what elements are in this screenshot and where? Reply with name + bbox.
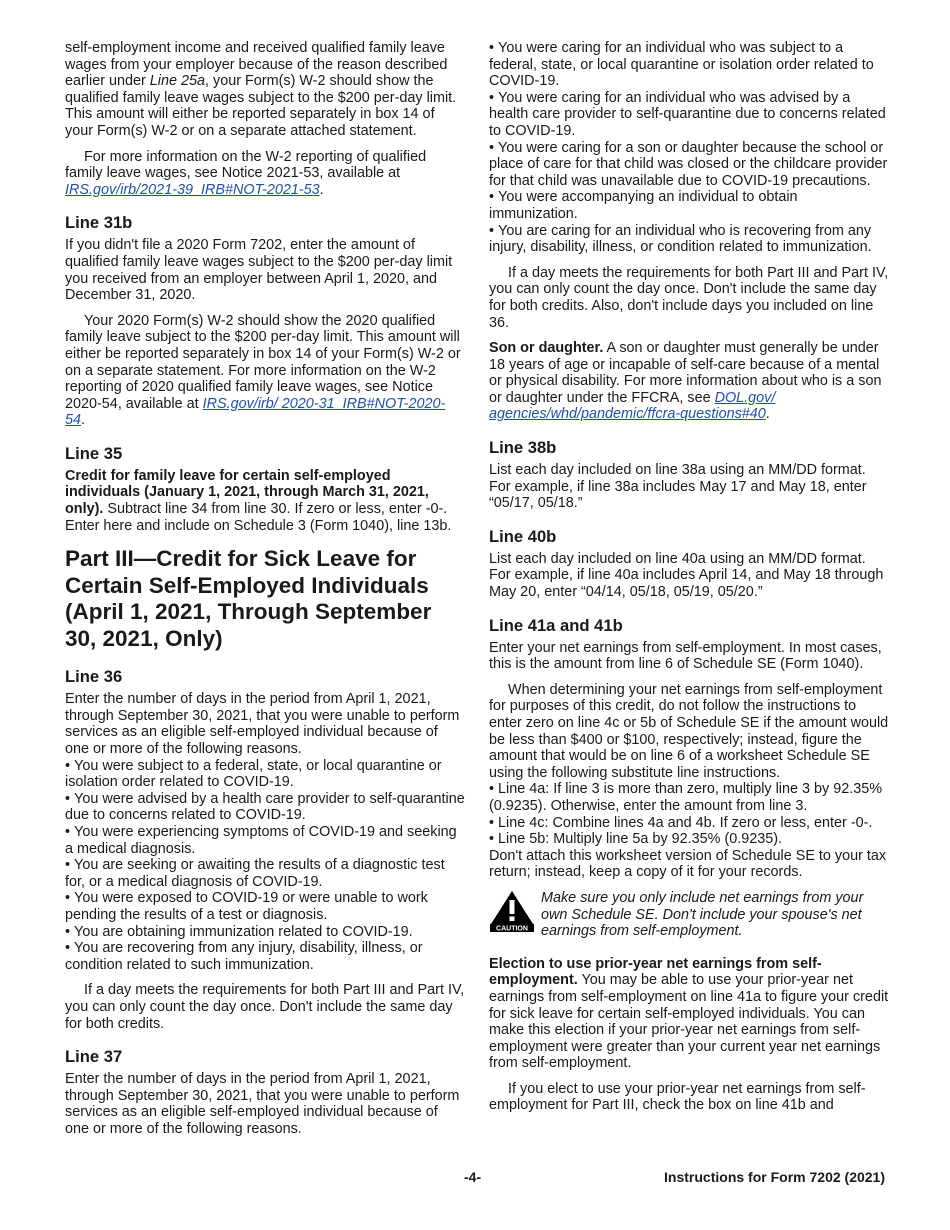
- caution-icon: [489, 890, 535, 932]
- page-footer: [65, 1169, 885, 1189]
- paragraph-line-41-net-earnings: When determining your net earnings from self-employment for purposes of this credit, do not follow the instructions to enter zero on line 4c or 5b of Schedule SE if the amount would be less than $400 or $100, respectively; instead, figure the amount that would be on line 6 of a worksheet Schedule SE using the following substitute line instructions.: [489, 681, 889, 781]
- paragraph-election-check-box: If you elect to use your prior-year net earnings from self-employment for Part III, check the box on line 41b and: [489, 1080, 866, 1114]
- page-number: -4-: [464, 1169, 482, 1185]
- list-item: • You were subject to a federal, state, or local quarantine or isolation order related to COVID-19.: [65, 758, 465, 791]
- list-item: • You were exposed to COVID-19 or were unable to work pending the results of a test or diagnosis.: [65, 890, 465, 923]
- list-item: • You were accompanying an individual to obtain immunization.: [489, 189, 889, 222]
- paragraph-line-36: Enter the number of days in the period from April 1, 2021, through September 30, 2021, that you were unable to perform services as an eligible self-employed individual because of one or more of the following reasons.: [65, 691, 460, 758]
- paragraph-line-40b: List each day included on line 40a using an MM/DD format. For example, if line 40a includes April 14, and May 18 through May 20, enter “04/14, 05/18, 05/19, 05/20.”: [489, 550, 884, 601]
- left-column: [65, 40, 465, 1147]
- list-item: • Line 4a: If line 3 is more than zero, multiply line 3 by 92.35% (0.9235). Otherwise, enter the amount from line 3.: [489, 781, 889, 814]
- list-item: • You are recovering from any injury, disability, illness, or condition related to such immunization.: [65, 940, 465, 973]
- link-dol-ffcra[interactable]: DOL.gov/ agencies/whd/pandemic/ffcra-questions#40: [489, 389, 776, 423]
- list-item: • You are seeking or awaiting the results of a diagnostic test for, or a medical diagnosis of COVID-19.: [65, 857, 465, 890]
- heading-line-37: Line 37: [65, 1047, 123, 1067]
- list-item: • You were advised by a health care provider to self-quarantine due to concerns related to COVID-19.: [65, 791, 465, 824]
- paragraph-line-36-part-iv: If a day meets the requirements for both Part III and Part IV, you can only count the day once. Don't include the same day for both credits.: [65, 982, 465, 1032]
- heading-part-iii: Part III—Credit for Sick Leave for Certain Self-Employed Individuals (April 1, 2021, Through September 30, 2021, Only): [65, 546, 432, 651]
- list-line-37-reasons: [489, 40, 889, 256]
- paragraph-line-35: Credit for family leave for certain self-employed individuals (January 1, 2021, through March 31, 2021, only). Subtract line 34 from line 30. If zero or less, enter -0-. Enter here and include on Schedule 3 (Form 1040), line 13b.: [65, 467, 452, 534]
- list-item: • You were caring for an individual who was advised by a health care provider to self-quarantine due to concerns related to COVID-19.: [489, 90, 889, 140]
- link-notice-2021-53[interactable]: IRS.gov/irb/2021-39_IRB#NOT-2021-53: [65, 181, 320, 198]
- paragraph-line-38b: List each day included on line 38a using an MM/DD format. For example, if line 38a includes May 17 and May 18, enter “05/17, 05/18.”: [489, 462, 867, 512]
- list-substitute-lines: [489, 781, 889, 847]
- link-notice-2020-54[interactable]: IRS.gov/irb/ 2020-31_IRB#NOT-2020-54: [65, 395, 446, 429]
- paragraph-line-31b-w2: Your 2020 Form(s) W-2 should show the 2020 qualified family leave subject to the $200 per-day limit. This amount will either be reported separately in box 14 of your Form(s) W-2 or on a separate statement. For more information on the W-2 reporting of 2020 qualified family leave wages, see Notice 2020-54, available at IRS.gov/irb/ 2020-31_IRB#NOT-2020-54.: [65, 312, 461, 429]
- heading-line-40b: Line 40b: [489, 526, 557, 546]
- list-line-36-reasons: [65, 758, 465, 974]
- list-item: • Line 5b: Multiply line 5a by 92.35% (0.9235).: [489, 831, 889, 848]
- paragraph-line-31b: If you didn't file a 2020 Form 7202, enter the amount of qualified family leave wages subject to the $200 per-day limit you received from an employer between April 1, 2020, and December 31, 2020.: [65, 237, 453, 304]
- heading-line-41: Line 41a and 41b: [489, 615, 623, 635]
- caution-text: Make sure you only include net earnings from your own Schedule SE. Don't include your spouse's net earnings from self-employment.: [541, 889, 864, 940]
- paragraph-line-41: Enter your net earnings from self-employment. In most cases, this is the amount from line 6 of Schedule SE (Form 1040).: [489, 639, 882, 673]
- right-column: [489, 40, 889, 1123]
- paragraph-worksheet-note: Don't attach this worksheet version of Schedule SE to your tax return; instead, keep a copy of it for your records.: [489, 847, 887, 881]
- list-item: • You were caring for an individual who was subject to a federal, state, or local quarantine or isolation order related to COVID-19.: [489, 40, 889, 90]
- heading-line-38b: Line 38b: [489, 438, 557, 458]
- list-item: • Line 4c: Combine lines 4a and 4b. If zero or less, enter -0-.: [489, 815, 889, 832]
- paragraph-w2-reporting: self-employment income and received qualified family leave wages from your employer because of the reason described earlier under Line 25a, your Form(s) W-2 should show the qualified family leave wages subject to the $200 per-day limit. This amount will either be reported separately in box 14 of your Form(s) W-2 or on a separate attached statement.: [65, 40, 457, 139]
- list-item: • You are obtaining immunization related to COVID-19.: [65, 924, 465, 941]
- heading-line-36: Line 36: [65, 667, 123, 687]
- paragraph-election: Election to use prior-year net earnings from self-employment. You may be able to use your prior-year net earnings from self-employment on line 41a to figure your credit for sick leave for certain self-employed individuals. You can make this election if your prior-year net earnings from self-employment were greater than your current year net earnings from self-employment.: [489, 955, 889, 1072]
- form-title: Instructions for Form 7202 (2021): [664, 1169, 885, 1185]
- paragraph-line-37: Enter the number of days in the period from April 1, 2021, through September 30, 2021, that you were unable to perform services as an eligible self-employed individual because of one or more of the following reasons.: [65, 1071, 460, 1137]
- paragraph-son-or-daughter: Son or daughter. A son or daughter must generally be under 18 years of age or incapable of self-care because of a mental or physical disability. For more information about who is a son or daughter under the FFCRA, see DOL.gov/ agencies/whd/pandemic/ffcra-questions#40.: [489, 340, 882, 423]
- list-item: • You were experiencing symptoms of COVID-19 and seeking a medical diagnosis.: [65, 824, 465, 857]
- paragraph-part-iii-iv: If a day meets the requirements for both Part III and Part IV, you can only count the day once. Don't include the same day for both credits. Also, don't include days you included on line 36.: [489, 264, 889, 331]
- heading-line-35: Line 35: [65, 443, 123, 463]
- heading-line-31b: Line 31b: [65, 213, 133, 233]
- list-item: • You were caring for a son or daughter because the school or place of care for that child was closed or the childcare provider for that child was unavailable due to COVID-19 precautions.: [489, 140, 889, 190]
- paragraph-notice-2021-53: For more information on the W-2 reporting of qualified family leave wages, see Notice 2021-53, available at IRS.gov/irb/2021-39_IRB#NOT-2021-53.: [65, 148, 427, 198]
- caution-box: [489, 890, 889, 940]
- caution-label: CAUTION: [496, 925, 528, 932]
- list-item: • You are caring for an individual who is recovering from any injury, disability, illness, or condition related to immunization.: [489, 223, 889, 256]
